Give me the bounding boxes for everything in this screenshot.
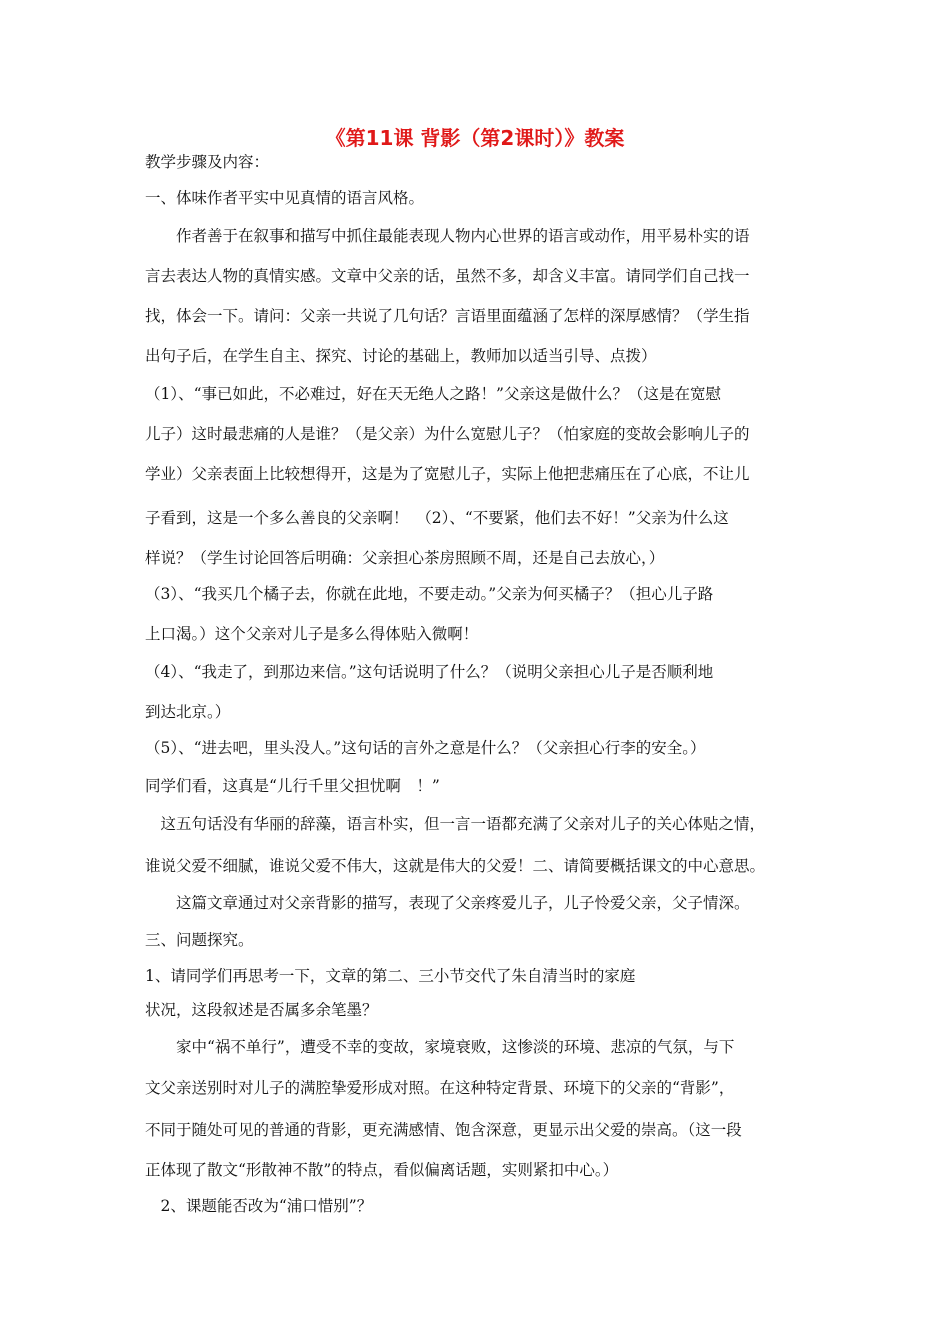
text-line: 这篇文章通过对父亲背影的描写，表现了父亲疼爱儿子，儿子怜爱父亲，父子情深。 [145,894,750,912]
text-line: 找，体会一下。请问：父亲一共说了几句话？言语里面蕴涵了怎样的深厚感情？（学生指 [145,307,750,325]
text-line: （1）、“事已如此，不必难过，好在天无绝人之路！”父亲这是做什么？（这是在宽慰 [145,385,721,403]
text-line: 作者善于在叙事和描写中抓住最能表现人物内心世界的语言或动作，用平易朴实的语 [145,227,750,245]
text-line: 到达北京。） [145,703,231,721]
text-line: 一、体味作者平实中见真情的语言风格。 [145,189,425,207]
text-line: 这五句话没有华丽的辞藻，语言朴实，但一言一语都充满了父亲对儿子的关心体贴之情， [145,815,766,833]
document-title: 《第11课 背影（第2课时）》教案 [325,126,625,150]
text-line: 状况，这段叙述是否属多余笔墨？ [145,1001,378,1019]
text-line: 言去表达人物的真情实感。文章中父亲的话，虽然不多，却含义丰富。请同学们自己找一 [145,267,750,285]
text-line: 谁说父爱不细腻，谁说父爱不伟大，这就是伟大的父爱！二、请简要概括课文的中心意思。 [145,857,766,875]
text-line: 子看到，这是一个多么善良的父亲啊！ （2）、“不要紧，他们去不好！”父亲为什么这 [145,509,729,527]
text-line: 正体现了散文“形散神不散”的特点，看似偏离话题，实则紧扣中心。） [145,1161,619,1179]
text-line: 儿子）这时最悲痛的人是谁？（是父亲）为什么宽慰儿子？（怕家庭的变故会影响儿子的 [145,425,750,443]
text-line: 样说？（学生讨论回答后明确：父亲担心茶房照顾不周，还是自己去放心，） [145,549,665,567]
text-line: （5）、“进去吧，里头没人。”这句话的言外之意是什么？（父亲担心行李的安全。） [145,739,706,757]
text-line: （4）、“我走了，到那边来信。”这句话说明了什么？（说明父亲担心儿子是否顺利地 [145,663,714,681]
text-line: 同学们看，这真是“儿行千里父担忧啊 ！” [145,777,440,795]
text-line: 家中“祸不单行”，遭受不幸的变故，家境衰败，这惨淡的环境、悲凉的气氛，与下 [145,1038,735,1056]
text-line: 不同于随处可见的普通的背影，更充满感情、饱含深意，更显示出父爱的崇高。（这一段 [145,1121,742,1139]
text-line: 上口渴。）这个父亲对儿子是多么得体贴入微啊！ [145,625,479,643]
text-line: 出句子后，在学生自主、探究、讨论的基础上，教师加以适当引导、点拨） [145,347,657,365]
text-line: 1、请同学们再思考一下，文章的第二、三小节交代了朱自清当时的家庭 [145,967,636,985]
text-line: 2、课题能否改为“浦口惜别”？ [145,1197,373,1215]
text-line: 三、问题探究。 [145,931,254,949]
text-line: 学业）父亲表面上比较想得开，这是为了宽慰儿子，实际上他把悲痛压在了心底，不让儿 [145,465,750,483]
text-line: 教学步骤及内容： [145,153,270,171]
text-line: （3）、“我买几个橘子去，你就在此地，不要走动。”父亲为何买橘子？（担心儿子路 [145,585,714,603]
text-line: 文父亲送别时对儿子的满腔挚爱形成对照。在这种特定背景、环境下的父亲的“背影”， [145,1079,735,1097]
